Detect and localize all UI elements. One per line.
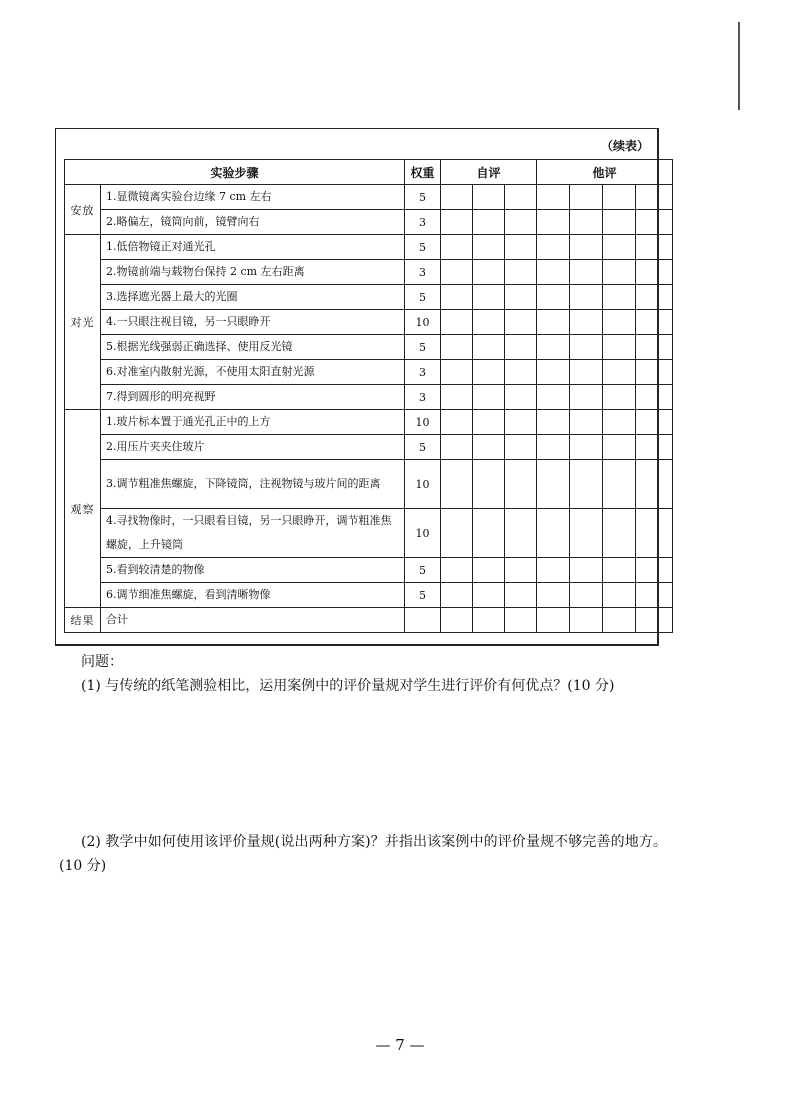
category-cell: 安放	[65, 185, 101, 235]
peer-eval-cell[interactable]	[537, 210, 570, 235]
self-eval-cell[interactable]	[473, 210, 505, 235]
peer-eval-cell[interactable]	[570, 210, 603, 235]
question-1: (1) 与传统的纸笔测验相比，运用案例中的评价量规对学生进行评价有何优点？(10 分)	[81, 678, 615, 694]
step-cell: 3.选择遮光器上最大的光圈	[101, 285, 405, 310]
peer-eval-cell[interactable]	[603, 335, 636, 360]
peer-eval-cell[interactable]	[570, 435, 603, 460]
self-eval-cell[interactable]	[441, 285, 473, 310]
self-eval-cell[interactable]	[441, 558, 473, 583]
weight-cell: 5	[405, 335, 441, 360]
peer-eval-cell[interactable]	[603, 608, 636, 633]
self-eval-cell[interactable]	[441, 435, 473, 460]
self-eval-cell[interactable]	[441, 583, 473, 608]
peer-eval-cell[interactable]	[636, 385, 673, 410]
self-eval-cell[interactable]	[441, 460, 473, 509]
weight-cell: 3	[405, 385, 441, 410]
peer-eval-cell[interactable]	[636, 210, 673, 235]
self-eval-cell[interactable]	[473, 509, 505, 558]
peer-eval-cell[interactable]	[636, 460, 673, 509]
step-cell: 2.用压片夹夹住玻片	[101, 435, 405, 460]
peer-eval-cell[interactable]	[537, 260, 570, 285]
peer-eval-cell[interactable]	[636, 310, 673, 335]
self-eval-cell[interactable]	[505, 509, 537, 558]
peer-eval-cell[interactable]	[570, 460, 603, 509]
weight-cell: 5	[405, 185, 441, 210]
peer-eval-cell[interactable]	[570, 583, 603, 608]
weight-cell: 5	[405, 583, 441, 608]
peer-eval-cell[interactable]	[603, 385, 636, 410]
step-cell: 1.低倍物镜正对通光孔	[101, 235, 405, 260]
self-eval-cell[interactable]	[441, 335, 473, 360]
weight-cell: 10	[405, 509, 441, 558]
self-eval-cell[interactable]	[505, 608, 537, 633]
table-row	[65, 260, 673, 285]
step-cell: 合计	[101, 608, 405, 633]
self-eval-cell[interactable]	[441, 310, 473, 335]
self-eval-cell[interactable]	[473, 185, 505, 210]
category-cell: 对光	[65, 235, 101, 410]
weight-cell: 3	[405, 360, 441, 385]
peer-eval-cell[interactable]	[636, 583, 673, 608]
peer-eval-cell[interactable]	[636, 335, 673, 360]
questions-section	[59, 650, 679, 874]
self-eval-cell[interactable]	[505, 335, 537, 360]
peer-eval-cell[interactable]	[603, 460, 636, 509]
self-eval-cell[interactable]	[441, 210, 473, 235]
self-eval-cell[interactable]	[441, 235, 473, 260]
self-eval-cell[interactable]	[473, 558, 505, 583]
table-row	[65, 285, 673, 310]
peer-eval-cell[interactable]	[603, 285, 636, 310]
self-eval-cell[interactable]	[473, 583, 505, 608]
peer-eval-cell[interactable]	[570, 235, 603, 260]
peer-eval-cell[interactable]	[537, 310, 570, 335]
self-eval-cell[interactable]	[441, 185, 473, 210]
peer-eval-cell[interactable]	[636, 285, 673, 310]
header-weight: 权重	[405, 160, 441, 185]
self-eval-cell[interactable]	[473, 260, 505, 285]
self-eval-cell[interactable]	[505, 285, 537, 310]
step-cell: 3.调节粗准焦螺旋，下降镜筒，注视物镜与玻片间的距离	[101, 460, 405, 509]
peer-eval-cell[interactable]	[570, 185, 603, 210]
peer-eval-cell[interactable]	[636, 410, 673, 435]
peer-eval-cell[interactable]	[603, 583, 636, 608]
self-eval-cell[interactable]	[473, 435, 505, 460]
table-row	[65, 185, 673, 210]
peer-eval-cell[interactable]	[570, 608, 603, 633]
self-eval-cell[interactable]	[441, 260, 473, 285]
self-eval-cell[interactable]	[441, 608, 473, 633]
peer-eval-cell[interactable]	[570, 509, 603, 558]
weight-cell: 5	[405, 558, 441, 583]
weight-cell: 3	[405, 210, 441, 235]
header-step: 实验步骤	[65, 160, 405, 185]
self-eval-cell[interactable]	[441, 410, 473, 435]
peer-eval-cell[interactable]	[537, 360, 570, 385]
step-cell: 6.调节细准焦螺旋，看到清晰物像	[101, 583, 405, 608]
table-row	[65, 435, 673, 460]
peer-eval-cell[interactable]	[636, 235, 673, 260]
peer-eval-cell[interactable]	[570, 285, 603, 310]
self-eval-cell[interactable]	[473, 235, 505, 260]
table-row	[65, 558, 673, 583]
self-eval-cell[interactable]	[505, 210, 537, 235]
peer-eval-cell[interactable]	[537, 583, 570, 608]
table-header-row	[65, 160, 673, 185]
table-row	[65, 385, 673, 410]
self-eval-cell[interactable]	[505, 185, 537, 210]
weight-cell: 5	[405, 235, 441, 260]
self-eval-cell[interactable]	[505, 310, 537, 335]
peer-eval-cell[interactable]	[603, 435, 636, 460]
peer-eval-cell[interactable]	[537, 435, 570, 460]
self-eval-cell[interactable]	[441, 509, 473, 558]
self-eval-cell[interactable]	[505, 460, 537, 509]
continued-label: （续表）	[600, 139, 649, 153]
self-eval-cell[interactable]	[473, 335, 505, 360]
peer-eval-cell[interactable]	[570, 335, 603, 360]
self-eval-cell[interactable]	[441, 385, 473, 410]
peer-eval-cell[interactable]	[570, 558, 603, 583]
table-row	[65, 509, 673, 558]
self-eval-cell[interactable]	[473, 608, 505, 633]
self-eval-cell[interactable]	[441, 360, 473, 385]
table-row	[65, 608, 673, 633]
scan-edge-line	[738, 22, 740, 110]
peer-eval-cell[interactable]	[537, 185, 570, 210]
self-eval-cell[interactable]	[473, 360, 505, 385]
peer-eval-cell[interactable]	[603, 310, 636, 335]
peer-eval-cell[interactable]	[603, 260, 636, 285]
peer-eval-cell[interactable]	[537, 509, 570, 558]
self-eval-cell[interactable]	[505, 235, 537, 260]
peer-eval-cell[interactable]	[537, 235, 570, 260]
table-row	[65, 410, 673, 435]
category-cell: 结果	[65, 608, 101, 633]
peer-eval-cell[interactable]	[603, 185, 636, 210]
peer-eval-cell[interactable]	[603, 558, 636, 583]
peer-eval-cell[interactable]	[537, 558, 570, 583]
peer-eval-cell[interactable]	[603, 360, 636, 385]
step-cell: 2.略偏左，镜筒向前，镜臂向右	[101, 210, 405, 235]
peer-eval-cell[interactable]	[570, 360, 603, 385]
peer-eval-cell[interactable]	[636, 558, 673, 583]
peer-eval-cell[interactable]	[636, 509, 673, 558]
questions-heading: 问题：	[81, 654, 123, 670]
header-self-eval: 自评	[441, 160, 537, 185]
peer-eval-cell[interactable]	[537, 285, 570, 310]
self-eval-cell[interactable]	[473, 310, 505, 335]
peer-eval-cell[interactable]	[570, 410, 603, 435]
peer-eval-cell[interactable]	[636, 260, 673, 285]
peer-eval-cell[interactable]	[636, 435, 673, 460]
table-row	[65, 360, 673, 385]
peer-eval-cell[interactable]	[603, 210, 636, 235]
table-row	[65, 335, 673, 360]
weight-cell: 10	[405, 410, 441, 435]
category-cell: 观察	[65, 410, 101, 608]
peer-eval-cell[interactable]	[603, 235, 636, 260]
peer-eval-cell[interactable]	[636, 608, 673, 633]
step-cell: 1.显微镜离实验台边缘 7 cm 左右	[101, 185, 405, 210]
weight-cell: 5	[405, 285, 441, 310]
header-peer-eval: 他评	[537, 160, 673, 185]
table-row	[65, 210, 673, 235]
step-cell: 5.根据光线强弱正确选择、使用反光镜	[101, 335, 405, 360]
peer-eval-cell[interactable]	[603, 509, 636, 558]
rubric-frame	[55, 128, 659, 646]
peer-eval-cell[interactable]	[603, 410, 636, 435]
weight-cell: 3	[405, 260, 441, 285]
peer-eval-cell[interactable]	[537, 608, 570, 633]
weight-cell	[405, 608, 441, 633]
weight-cell: 10	[405, 460, 441, 509]
self-eval-cell[interactable]	[505, 260, 537, 285]
self-eval-cell[interactable]	[473, 410, 505, 435]
peer-eval-cell[interactable]	[636, 360, 673, 385]
table-row	[65, 460, 673, 509]
weight-cell: 5	[405, 435, 441, 460]
self-eval-cell[interactable]	[473, 285, 505, 310]
table-row	[65, 583, 673, 608]
self-eval-cell[interactable]	[473, 460, 505, 509]
self-eval-cell[interactable]	[505, 385, 537, 410]
peer-eval-cell[interactable]	[537, 385, 570, 410]
step-cell: 7.得到圆形的明亮视野	[101, 385, 405, 410]
step-cell: 6.对准室内散射光源，不使用太阳直射光源	[101, 360, 405, 385]
table-row	[65, 235, 673, 260]
self-eval-cell[interactable]	[505, 583, 537, 608]
question-2: (2) 教学中如何使用该评价量规(说出两种方案)？并指出该案例中的评价量规不够完善的地方。(10 分)	[59, 834, 667, 874]
self-eval-cell[interactable]	[505, 435, 537, 460]
table-row	[65, 310, 673, 335]
self-eval-cell[interactable]	[505, 360, 537, 385]
step-cell: 5.看到较清楚的物像	[101, 558, 405, 583]
peer-eval-cell[interactable]	[570, 260, 603, 285]
peer-eval-cell[interactable]	[537, 460, 570, 509]
peer-eval-cell[interactable]	[537, 410, 570, 435]
self-eval-cell[interactable]	[505, 410, 537, 435]
rubric-table	[64, 159, 673, 633]
rubric-body	[65, 185, 673, 633]
step-cell: 4.一只眼注视目镜，另一只眼睁开	[101, 310, 405, 335]
peer-eval-cell[interactable]	[570, 310, 603, 335]
self-eval-cell[interactable]	[505, 558, 537, 583]
step-cell: 2.物镜前端与载物台保持 2 cm 左右距离	[101, 260, 405, 285]
peer-eval-cell[interactable]	[636, 185, 673, 210]
weight-cell: 10	[405, 310, 441, 335]
self-eval-cell[interactable]	[473, 385, 505, 410]
page-number: — 7 —	[375, 1036, 425, 1054]
peer-eval-cell[interactable]	[570, 385, 603, 410]
peer-eval-cell[interactable]	[537, 335, 570, 360]
step-cell: 4.寻找物像时，一只眼看目镜，另一只眼睁开，调节粗准焦螺旋，上升镜筒	[101, 509, 405, 558]
step-cell: 1.玻片标本置于通光孔正中的上方	[101, 410, 405, 435]
